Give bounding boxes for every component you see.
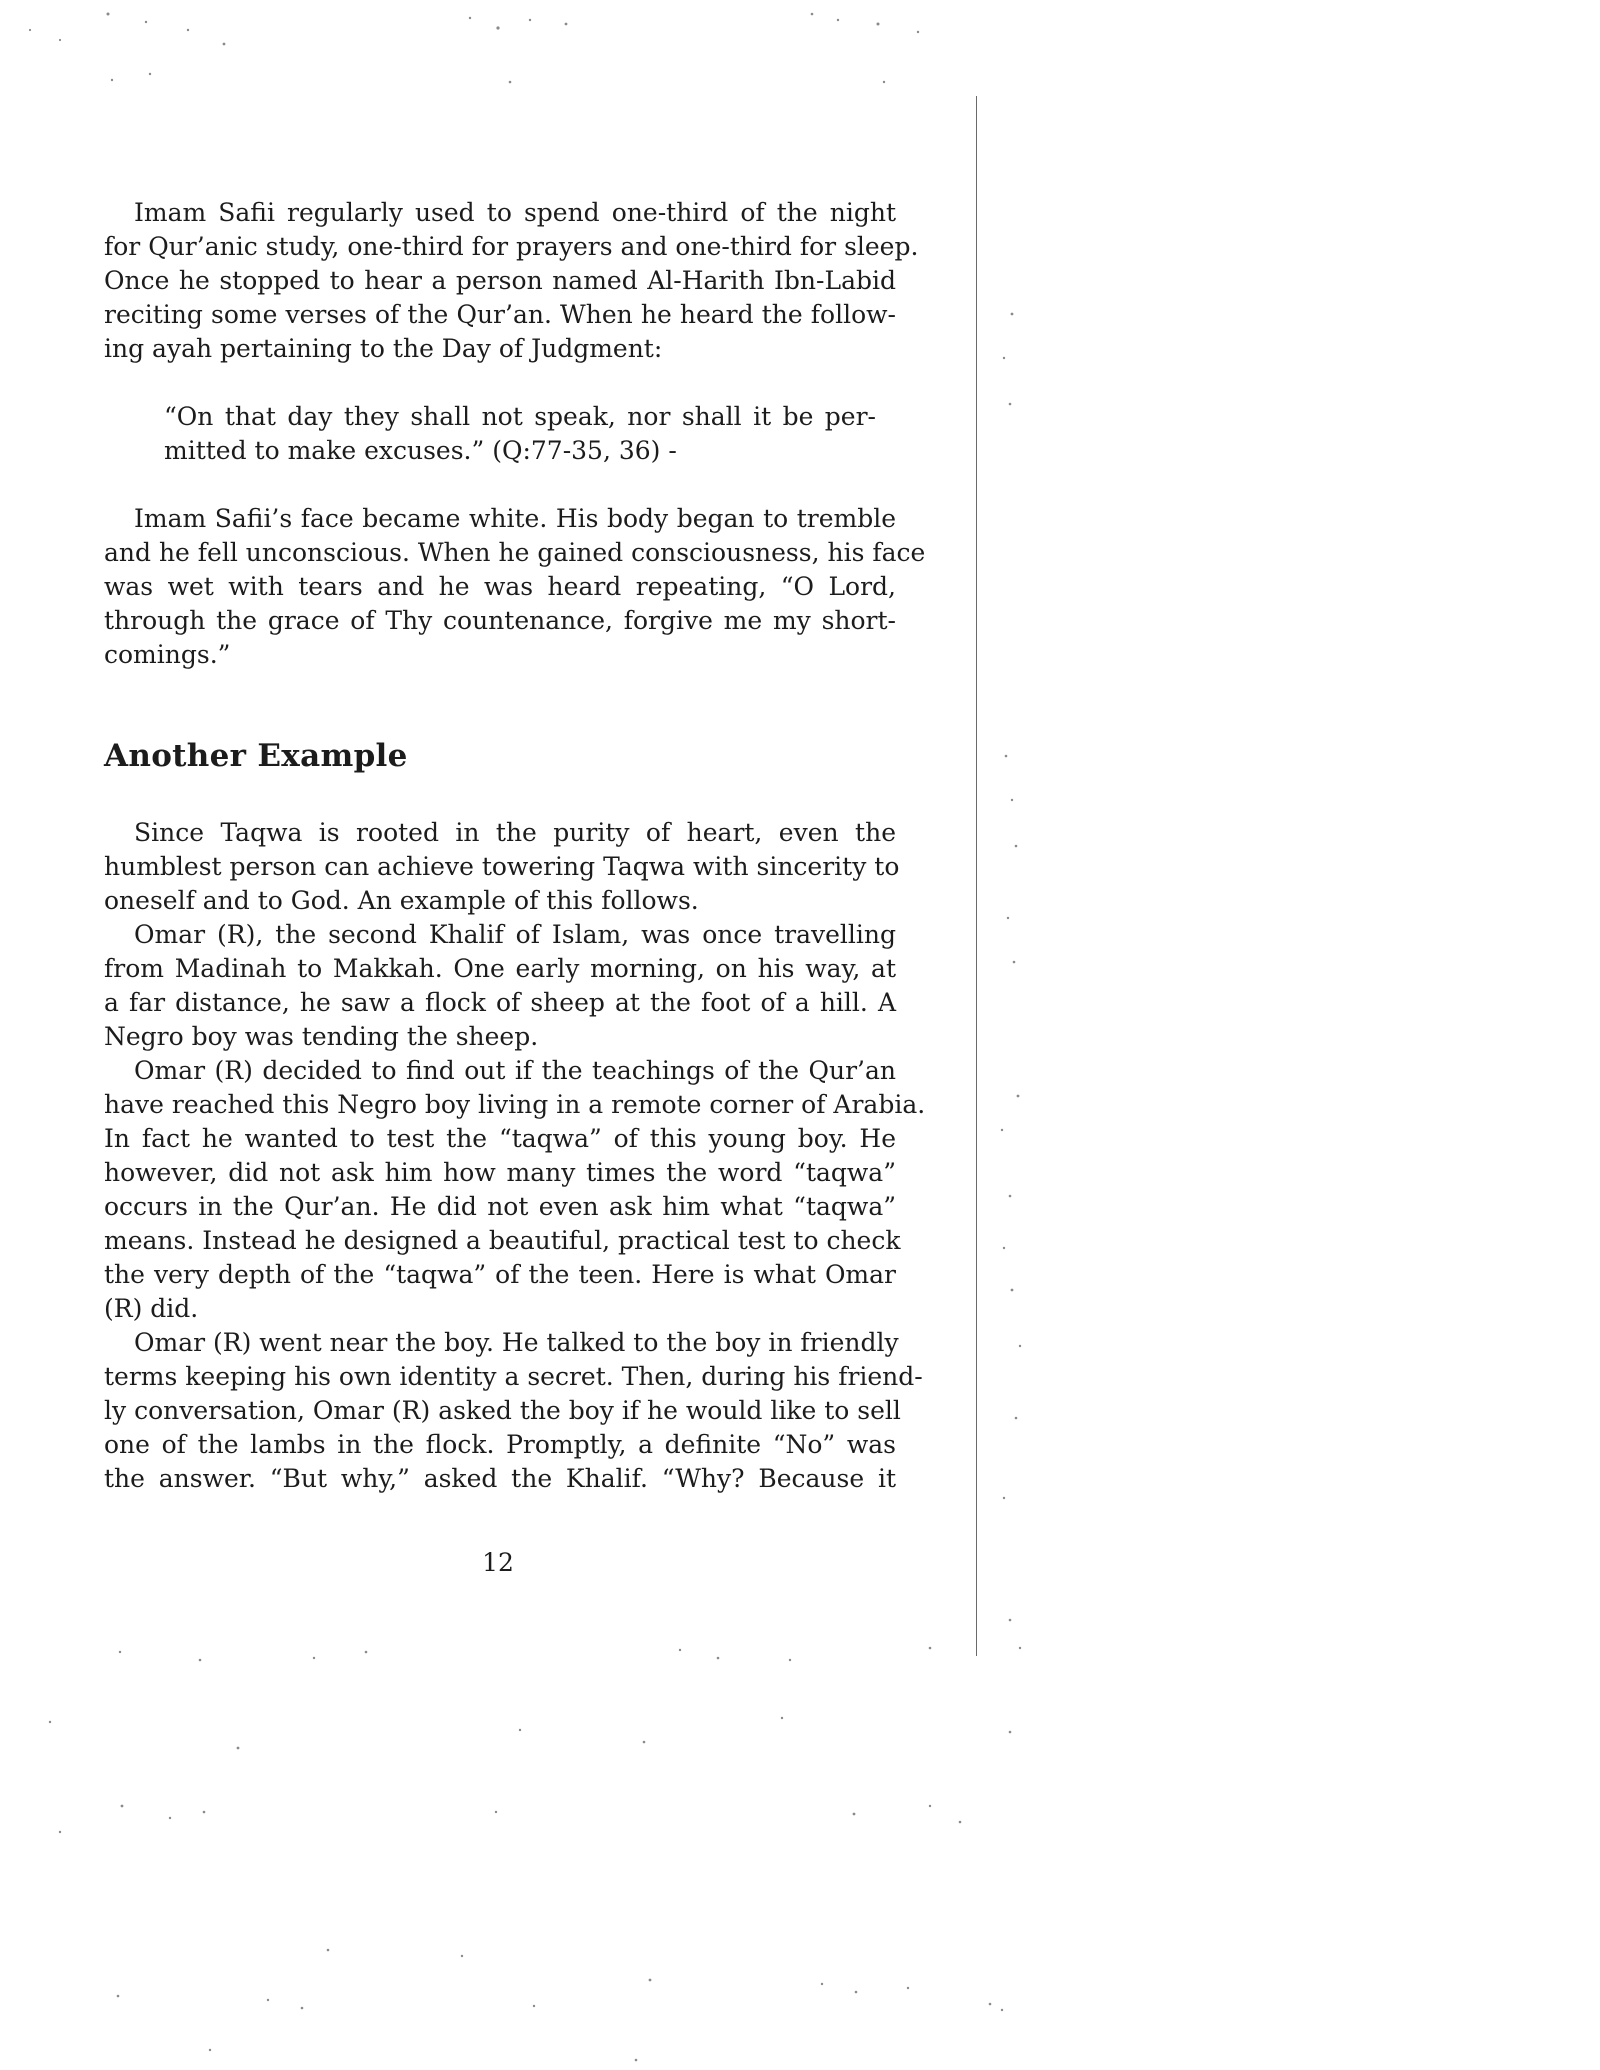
text-line: Once he stopped to hear a person named Al-Harith Ibn-Labid xyxy=(104,266,896,295)
text-line: In fact he wanted to test the “taqwa” of this young boy. He xyxy=(104,1124,896,1153)
text-line: humblest person can achieve towering Taqwa with sincerity to xyxy=(104,852,900,881)
text-line: Omar (R) went near the boy. He talked to the boy in friendly xyxy=(134,1328,899,1357)
spacer xyxy=(104,366,896,400)
text-line: occurs in the Qur’an. He did not even ask him what “taqwa” xyxy=(104,1192,896,1221)
text-line: one of the lambs in the flock. Promptly, a definite “No” was xyxy=(104,1430,896,1459)
text-line: Imam Safii regularly used to spend one-third of the night xyxy=(134,198,896,227)
quote-line: “On that day they shall not speak, nor shall it be per- xyxy=(164,402,876,431)
text-line: comings.” xyxy=(104,640,231,669)
text-column xyxy=(104,196,926,1496)
paragraph-3 xyxy=(104,816,900,918)
paragraph-6 xyxy=(104,1326,923,1496)
text-line: have reached this Negro boy living in a remote corner of Arabia. xyxy=(104,1090,926,1119)
text-line: Omar (R), the second Khalif of Islam, was once travelling xyxy=(134,920,896,949)
text-line: Since Taqwa is rooted in the purity of heart, even the xyxy=(134,818,896,847)
text-line: Omar (R) decided to find out if the teachings of the Qur’an xyxy=(134,1056,896,1085)
page-number: 12 xyxy=(482,1548,514,1577)
text-line: oneself and to God. An example of this follows. xyxy=(104,886,699,915)
text-line: was wet with tears and he was heard repeating, “O Lord, xyxy=(104,572,896,601)
text-line: from Madinah to Makkah. One early morning, on his way, at xyxy=(104,954,896,983)
paragraph-1 xyxy=(104,196,919,366)
text-line: and he fell unconscious. When he gained consciousness, his face xyxy=(104,538,926,567)
quote-line: mitted to make excuses.” (Q:77-35, 36) - xyxy=(164,436,677,465)
block-quote xyxy=(164,400,876,468)
text-line: terms keeping his own identity a secret. Then, during his friend- xyxy=(104,1362,923,1391)
text-line: the answer. “But why,” asked the Khalif. “Why? Because it xyxy=(104,1464,896,1493)
spacer xyxy=(104,468,896,502)
paragraph-2 xyxy=(104,502,926,672)
text-line: Imam Safii’s face became white. His body began to tremble xyxy=(134,504,896,533)
text-line: ly conversation, Omar (R) asked the boy if he would like to sell xyxy=(104,1396,901,1425)
text-line: reciting some verses of the Qur’an. When he heard the follow- xyxy=(104,300,896,329)
text-line: a far distance, he saw a flock of sheep at the foot of a hill. A xyxy=(104,988,896,1017)
text-line: Negro boy was tending the sheep. xyxy=(104,1022,539,1051)
paragraph-4 xyxy=(104,918,896,1054)
text-line: means. Instead he designed a beautiful, practical test to check xyxy=(104,1226,901,1255)
text-line: through the grace of Thy countenance, forgive me my short- xyxy=(104,606,896,635)
text-line: ing ayah pertaining to the Day of Judgment: xyxy=(104,334,663,363)
paragraph-5 xyxy=(104,1054,926,1326)
text-line: for Qur’anic study, one-third for prayers and one-third for sleep. xyxy=(104,232,919,261)
section-heading: Another Example xyxy=(104,738,408,774)
text-line: the very depth of the “taqwa” of the teen. Here is what Omar xyxy=(104,1260,896,1289)
text-line: however, did not ask him how many times the word “taqwa” xyxy=(104,1158,896,1187)
text-line: (R) did. xyxy=(104,1294,199,1323)
